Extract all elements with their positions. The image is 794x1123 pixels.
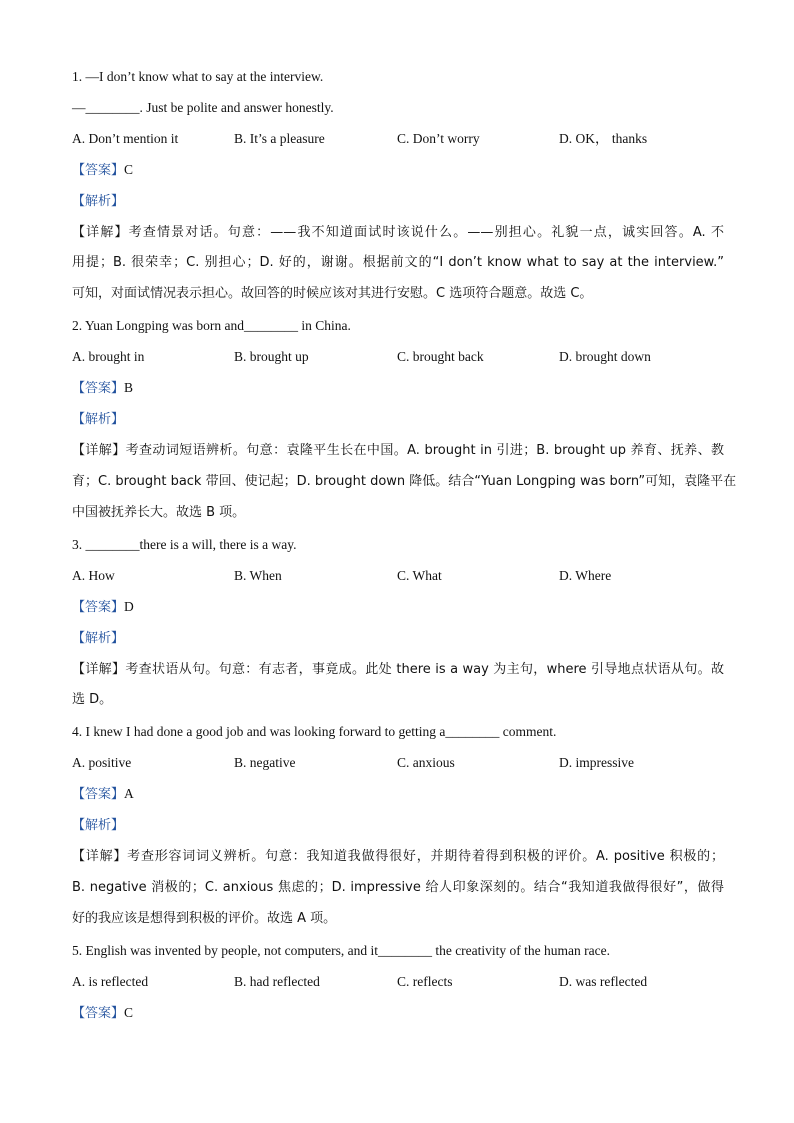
q1-stem: 1. —I don’t know what to say at the interview. [72,69,324,84]
q4-detail-line-3: 好的我应该是想得到积极的评价。故选 A 项。 [72,911,337,926]
answer-value: C [124,1005,134,1020]
answer-tag: 【答案】 [72,1006,125,1021]
q2-option-b: B. brought up [234,349,309,364]
q3-answer [72,597,724,618]
q4-answer [72,784,724,805]
answer-tag: 【答案】 [72,381,125,396]
q2-detail-line-1 [72,440,724,461]
answer-value: D [124,599,134,614]
detail-tag: 【详解】 [72,662,126,677]
analysis-tag: 【解析】 [72,412,125,427]
q4-option-b: B. negative [234,755,296,770]
analysis-tag: 【解析】 [72,194,125,209]
q3-option-d: D. Where [559,568,612,583]
q4-stem: 4. I knew I had done a good job and was looking forward to getting a________ comment. [72,724,557,739]
q3-detail-line-2: 选 D。 [72,692,113,707]
q2-option-d: D. brought down [559,349,651,364]
q1-answer [72,160,724,181]
detail-tag: 【详解】 [72,443,126,458]
q3-detail-line-1 [72,659,724,680]
q4-detail-line-1 [72,846,724,867]
q5-stem: 5. English was invented by people, not computers, and it________ the creativity of the human race. [72,943,610,958]
detail-text: 考查状语从句。句意：有志者，事竟成。此处 there is a way 为主句，where 引导地点状语从句。故 [125,662,724,677]
q1-detail-line-2: 用提；B. 很荣幸；C. 别担心；D. 好的，谢谢。根据前文的“I don’t know what to say at the interview.” [72,255,724,270]
answer-tag: 【答案】 [72,600,125,615]
q2-analysis [72,409,724,430]
detail-text: 考查情景对话。句意：——我不知道面试时该说什么。——别担心。礼貌一点，诚实回答。A. 不 [128,225,724,240]
q3-analysis [72,628,724,649]
q2-detail-line-3: 中国被抚养长大。故选 B 项。 [72,505,246,520]
q1-option-b: B. It’s a pleasure [234,131,325,146]
q3-option-b: B. When [234,568,282,583]
q5-answer [72,1003,724,1024]
q1-detail-line-1 [72,222,724,243]
q1-option-d: D. OK， thanks [559,131,648,146]
q5-option-d: D. was reflected [559,974,648,989]
q1-stem-reply: —________. Just be polite and answer honestly. [72,100,334,115]
q1-option-a: A. Don’t mention it [72,131,179,146]
detail-tag: 【详解】 [72,849,128,864]
q1-analysis [72,191,724,212]
q4-detail-line-2: B. negative 消极的；C. anxious 焦虑的；D. impressive 给人印象深刻的。结合“我知道我做得很好”，做得 [72,880,724,895]
q3-option-a: A. How [72,568,115,583]
q5-option-b: B. had reflected [234,974,320,989]
q1-detail-line-3: 可知，对面试情况表示担心。故回答的时候应该对其进行安慰。C 选项符合题意。故选 C。 [72,286,593,301]
q4-option-a: A. positive [72,755,132,770]
answer-value: B [124,380,134,395]
q4-option-c: C. anxious [397,755,455,770]
q2-stem: 2. Yuan Longping was born and________ in China. [72,318,351,333]
answer-value: A [124,786,134,801]
answer-value: C [124,162,134,177]
q4-analysis [72,815,724,836]
detail-text: 考查动词短语辨析。句意：袁隆平生长在中国。A. brought in 引进；B. brought up 养育、抚养、教 [125,443,724,458]
q5-option-a: A. is reflected [72,974,149,989]
q1-option-c: C. Don’t worry [397,131,480,146]
analysis-tag: 【解析】 [72,631,125,646]
q3-stem: 3. ________there is a will, there is a way. [72,537,297,552]
q2-detail-line-2: 育；C. brought back 带回、使记起；D. brought down 降低。结合“Yuan Longping was born”可知，袁隆平在 [72,474,737,489]
q2-answer [72,378,724,399]
answer-tag: 【答案】 [72,163,125,178]
detail-tag: 【详解】 [72,225,129,240]
q5-option-c: C. reflects [397,974,453,989]
q2-option-a: A. brought in [72,349,145,364]
detail-text: 考查形容词词义辨析。句意：我知道我做得很好，并期待着得到积极的评价。A. positive 积极的； [127,849,724,864]
answer-tag: 【答案】 [72,787,125,802]
analysis-tag: 【解析】 [72,818,125,833]
q4-option-d: D. impressive [559,755,634,770]
q3-option-c: C. What [397,568,442,583]
q2-option-c: C. brought back [397,349,484,364]
